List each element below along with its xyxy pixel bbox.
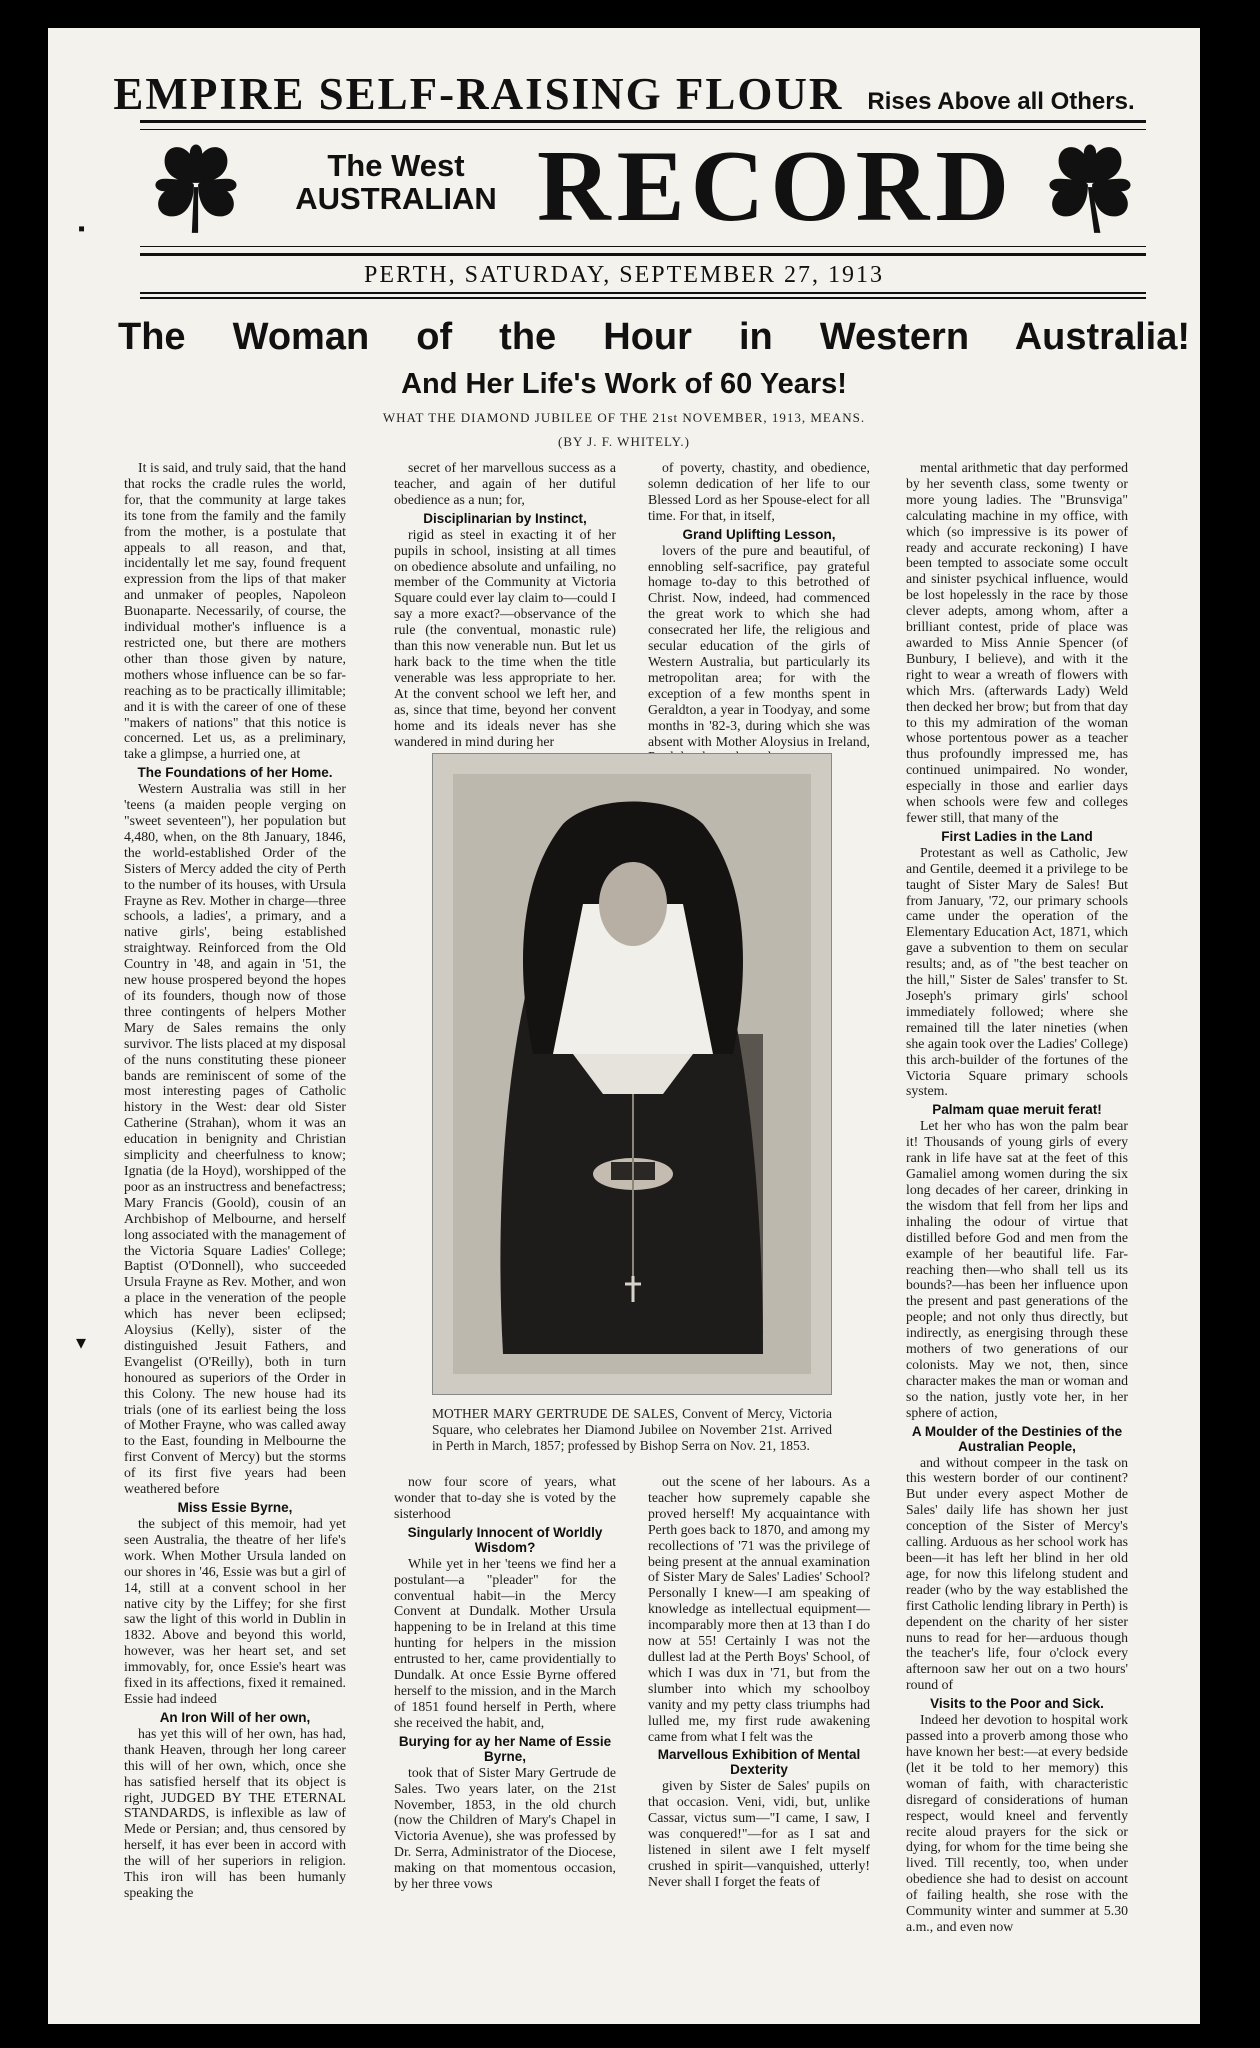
advert-main: EMPIRE SELF-RAISING FLOUR — [113, 69, 844, 119]
col2b-paragraph: now four score of years, what wonder that to-day she is voted by the sisterhood — [394, 1474, 616, 1521]
shamrock-right-icon — [1038, 133, 1142, 237]
col3b-paragraph: out the scene of her labours. As a teacher how supremely capable she proved herself! My acquaintance with Perth goes back to 1870, and among my recollections of '71 was the privilege of being present at the annual examination of Sister Mary de Sales' Ladies' School? Personally I knew—I am speaking of knowledge as intellectual equipment—incomparably more then at 13 than I do now at 55! Certainly I was not the dullest lad at the Perth Boys' School, of which I was dux in '71, but from the slumber into which my schoolboy vanity and my petty class triumphs had lulled me, my first rude awakening came from what I felt was the — [648, 1474, 870, 1744]
col2-paragraph: secret of her marvellous success as a teacher, and again of her dutiful obedience as a nun; for, — [394, 460, 616, 507]
headline: The Woman of the Hour in Western Australia! — [118, 316, 1190, 358]
col2-paragraph: rigid as steel in exacting it of her pupils in school, insisting at all times on obedience absolute and unfailing, no member of the Community at Victoria Square could ever lay claim to—could I say a more exact?—observance of the rule (the conventual, monastic rule) than this now venerable nun. But let us hark back to the time when the title venerable was less appropriate to her. At the convent school we left her, and as, since that time, beyond her convent home and its ideals never has she wandered in mind during her — [394, 526, 616, 749]
margin-mark: ▪ — [78, 218, 86, 240]
dateline-rule-2 — [140, 297, 1146, 299]
col1-paragraph: the subject of this memoir, had yet seen Australia, the theatre of her life's work. When Mother Ursula landed on our shores in '46, Essie was but a girl of 14, still at a convent school in her native city by the Liffey; for she first saw the light of this world in Dublin in 1832. Above and beyond this world, however, was her heart set, and set immovably, for, once Essie's heart was fixed in its affections, fixed it remained. Essie had indeed — [124, 1516, 346, 1706]
portrait-photo — [432, 753, 832, 1395]
masthead-line2: AUSTRALIAN — [295, 181, 497, 216]
col3-paragraph: lovers of the pure and beautiful, of ennobling self-sacrifice, pay grateful homage to-day to this betrothed of Christ. Now, indeed, had commenced the great work to which she had consecrated her life, the religious and secular education of the girls of Western Australia, but particularly its metropolitan area; for with the exception of a few months spent in Geraldton, a year in Toodyay, and some months in '82-3, during which she was absent with Mother Aloysius in Ireland, — [648, 542, 870, 749]
column-2-top — [394, 460, 616, 749]
col2b-paragraph: While yet in her 'teens we find her a postulant—a "pleader" for the conventual habit—in the Mercy Convent at Dundalk. Mother Ursula happening to be in Ireland at this time hunting for helpers in the mission entrusted to her, came providentially to Dundalk. At once Essie Byrne offered herself to the mission, and in the March of 1851 found herself in Perth, where she received the habit, and, — [394, 1555, 616, 1730]
col4-subhead: Visits to the Poor and Sick. — [930, 1696, 1104, 1712]
col4-paragraph: Indeed her devotion to hospital work passed into a proverb among those who have known her best:—at every bedside (let it be told to her memory) this woman of faith, with characteristic disregard of considerations of human respect, would kneel and fervently recite aloud prayers for the sick or dying, for whom for the time being she lived. Till recently, too, when under obedience she had to desist on account of failing health, she rose with the Community winter and summer at 5.30 a.m., and even now — [906, 1712, 1128, 1934]
advert-tagline: Rises Above all Others. — [867, 88, 1135, 115]
col1-paragraph: It is said, and truly said, that the hand that rocks the cradle rules the world, for, that the community at large takes its tone from the family and the family from the mother, is a postulate that appeals to all reason, and that, incidentally let me say, found frequent expression from the lips of that maker and unmaker of peoples, Napoleon Buonaparte. Necessarily, of course, the individual mother's influence is a restricted one, but there are mothers other than those given by nature, mothers whose influence can be so far-reaching as to be practically illimitable; and it is with the career of one of these "makers of nations" that this notice is concerned. Let us, as a preliminary, take a glimpse, a hurried one, at — [124, 460, 346, 762]
photo-caption: MOTHER MARY GERTRUDE DE SALES, Convent of Mercy, Victoria Square, who celebrates her Diamond Jubilee on November 21st. Arrived in Perth in March, 1857; professed by Bishop Serra on Nov. 21, 1853. — [432, 1406, 832, 1453]
masthead — [140, 120, 1146, 256]
col3b-subhead: Marvellous Exhibition of Mental Dexterity — [657, 1747, 861, 1778]
col3-paragraph: of poverty, chastity, and obedience, solemn dedication of her life to our Blessed Lord as her Spouse-elect for all time. For that, in itself, — [648, 460, 870, 523]
flour-advertisement — [48, 68, 1200, 120]
col4-subhead: First Ladies in the Land — [941, 828, 1093, 844]
column-1 — [124, 460, 346, 2010]
nun-portrait-image — [433, 754, 831, 1394]
masthead-line1: The West — [327, 148, 465, 183]
dateline: PERTH, SATURDAY, SEPTEMBER 27, 1913 — [364, 262, 884, 288]
column-4 — [906, 460, 1128, 2010]
dateline-rule-1 — [140, 292, 1146, 294]
col3b-paragraph: given by Sister de Sales' pupils on that occasion. Veni, vidi, but, unlike Cassar, victus sum—"I came, I saw, I was conquered!"—for as I sat and listened in silent awe I felt myself crushed in spirit—vanquished, utterly! Never shall I forget the feats of — [648, 1778, 870, 1889]
col2b-subhead: Singularly Innocent of Worldly Wisdom? — [407, 1524, 603, 1555]
col2-subhead: Disciplinarian by Instinct, — [423, 510, 587, 526]
margin-mark: ▾ — [76, 1332, 87, 1354]
byline: (BY J. F. WHITELY.) — [558, 434, 690, 449]
col1-paragraph: Western Australia was still in her 'teens (a maiden people verging on "sweet seventeen"), her population but 4,480, when, on the 8th January, 1846, the world-established Order of the Sisters of Mercy added the city of Perth to the number of its houses, with Ursula Frayne as Rev. Mother in charge—three schools, a ladies', a primary, and a native girls', being established straightway. Reinforced from the Old Country in '48, and again in '51, the new house prospered beyond the hopes of its founders, though now of those three contingents of helpers Mother Mary de Sales remains the only survivor. The lists placed at my disposal of the nuns constituting these pioneer bands are reminiscent of some of the most interesting pages of Catholic history in the West: dear old Sister Catherine (Strahan), whom it was an education in benignity and Christian simplicity and cheerfulness to know; Ignatia (de la Hoyd), worshipped of the poor as an instructress and benefactress; Mary Francis (Goold), cousin of an Archbishop of Melbourne, and herself long associated with the management of the Victoria Square Ladies' College; Baptist (O'Donnell), who succeeded Ursula Frayne as Rev. Mother, and won a place in the veneration of the people which has never been eclipsed; Aloysius (Kelly), sister of the distinguished Jesuit Fathers, and Evangelist (O'Reilly), both in turn honoured as superiors of the Order in this Colony. The new house had its trials (one of its earliest being the loss of Mother Frayne, who was called away to the East, founding in Melbourne the first Convent of Mercy) but the storms of its first five years had been weathered before — [124, 781, 346, 1497]
column-2-bottom — [394, 1474, 616, 2009]
column-3-bottom — [648, 1474, 870, 2009]
newspaper-page — [48, 28, 1200, 2024]
col1-subhead: The Foundations of her Home. — [137, 765, 333, 781]
subheadline: And Her Life's Work of 60 Years! — [401, 368, 847, 400]
col4-subhead: Palmam quae meruit ferat! — [932, 1102, 1102, 1118]
col1-paragraph: has yet this will of her own, has had, thank Heaven, through her long career this will of her own, which, once she has satisfied herself that its object is right, JUDGED BY THE ETERNAL STANDARDS, is inflexible as law of Mede or Persian; and, thus censored by herself, it has ever been in accord with the will of her superiors in religion. This iron will has been humanly speaking the — [124, 1725, 346, 1900]
shamrock-left-icon — [144, 133, 248, 237]
col4-paragraph: mental arithmetic that day performed by her seventh class, some twenty or more young ladies. The "Brunsviga" calculating machine in my office, with which (so impressive is its power of ready and accurate reckoning) I have been tempted to associate some occult and sinister psychical influence, would be lost hopelessly in the race by those clever adepts, among whom, after a brilliant contest, pride of place was awarded to Miss Annie Spencer (of Bunbury, I believe), and with it the right to wear a wreath of flowers with which Mrs. (afterwards Lady) Weld then decked her brow; but from that day to this my admiration of the woman whose portentous power as a teacher thus profoundly impressed me, has continued unimpaired. No wonder, especially in those and earlier days when schools were few and colleges fewer still, that many of the — [906, 460, 1128, 825]
masthead-subtitle — [280, 149, 512, 215]
kicker: WHAT THE DIAMOND JUBILEE OF THE 21st NOVEMBER, 1913, MEANS. — [382, 410, 866, 425]
col1-subhead: An Iron Will of her own, — [159, 1709, 311, 1725]
col1-subhead: Miss Essie Byrne, — [177, 1500, 293, 1515]
col2b-paragraph: took that of Sister Mary Gertrude de Sales. Two years later, on the 21st November, 1853, in the old church (now the Children of Mary's Chapel in Victoria Avenue), she was professed by Dr. Serra, Administrator of the Diocese, making on that momentous occasion, by her three vows — [394, 1764, 616, 1892]
col4-subhead: A Moulder of the Destinies of the Australian People, — [911, 1423, 1123, 1454]
col2b-subhead: Burying for ay her Name of Essie Byrne, — [398, 1733, 612, 1764]
col3-subhead: Grand Uplifting Lesson, — [682, 526, 836, 542]
col4-paragraph: and without compeer in the task on this western border of our continent? But under every aspect Mother de Sales' daily life has shown her just conception of the Sister of Mercy's calling. Arduous as her school work has been—it has left her blind in her old age, for now this lifelong student and reader (who by the way established the first Catholic lending library in Perth) is dependent on the charity of her sister nuns to read for her—arduous though the teacher's life, four o'clock every afternoon saw her out on a two hours' round of — [906, 1454, 1128, 1693]
col4-paragraph: Let her who has won the palm bear it! Thousands of young girls of every rank in life have sat at the feet of this Gamaliel among women during the six long decades of her career, drinking in the wisdom that fell from her lips and inhaling the odour of virtue that distilled before God and men from the example of her beautiful life. Far-reaching then—who shall tell us its bounds?—has been her influence upon the present and past generations of the people; and not only thus directly, but indirectly, as energising through these mothers of two generations of our colonists. May we not, then, since character makes the man or woman and so the nation, justly vote her, in her sphere of action, — [906, 1118, 1128, 1420]
masthead-title: RECORD — [536, 130, 1016, 243]
col4-paragraph: Protestant as well as Catholic, Jew and Gentile, deemed it a privilege to be taught of Sister Mary de Sales! But from January, '72, our primary schools came under the operation of the Elementary Education Act, 1871, which gave a subvention to them on secular results; and, as of "the best teacher on the hill," Sister de Sales' transfer to St. Joseph's primary girls' school immediately followed; where she remained till the later nineties (when she again took over the Ladies' College) this arch-builder of the fortunes of the Victoria Square primary schools system. — [906, 844, 1128, 1099]
column-3-top — [648, 460, 870, 749]
